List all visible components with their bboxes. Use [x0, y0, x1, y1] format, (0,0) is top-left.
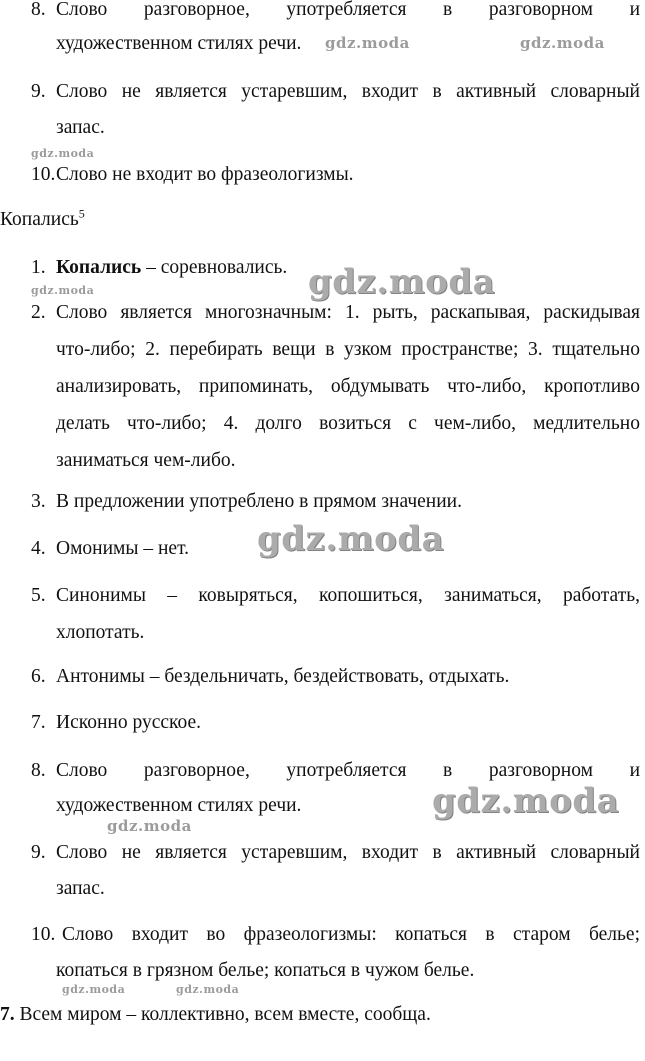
list-item-text: копаться в грязном белье; копаться в чужом белье.: [56, 960, 475, 981]
list-number: 9.: [31, 81, 46, 102]
list-item-text: Антонимы – бездельничать, бездействовать, отдыхать.: [56, 666, 510, 687]
list-item-text: Слово не входит во фразеологизмы.: [56, 164, 354, 185]
list-item-text: запас.: [56, 117, 105, 138]
list-item-text: делать что-либо; 4. долго возиться с чем-либо, медлительно: [56, 413, 640, 434]
list-number: 8.: [31, 0, 46, 20]
list-number: 5.: [31, 585, 46, 606]
list-number: 3.: [31, 491, 46, 512]
watermark: gdz.moda: [107, 817, 192, 835]
list-item-text: заниматься чем-либо.: [56, 450, 236, 471]
heading-footnote: 5: [78, 206, 85, 221]
watermark: gdz.moda: [308, 262, 496, 302]
list-number: 10.: [31, 164, 56, 185]
watermark: gdz.moda: [31, 284, 95, 297]
list-item-text: хлопотать.: [56, 622, 145, 643]
list-item-text: В предложении употреблено в прямом значении.: [56, 491, 462, 512]
watermark: gdz.moda: [31, 147, 95, 160]
list-item-text: [56, 256, 287, 280]
list-number: 4.: [31, 538, 46, 559]
list-item-text: анализировать, припоминать, обдумывать что-либо, кропотливо: [56, 376, 640, 397]
list-item-text: художественном стилях речи.: [56, 33, 302, 54]
list-item-text: Слово разговорное, употребляется в разговорном и: [56, 760, 640, 781]
list-number: 9.: [31, 842, 46, 863]
list-item-text: Слово является многозначным: 1. рыть, раскапывая, раскидывая: [56, 302, 640, 323]
watermark: gdz.moda: [325, 34, 410, 52]
list-number: 7.: [31, 712, 46, 733]
watermark: gdz.moda: [432, 781, 620, 821]
list-item-text: запас.: [56, 878, 105, 899]
watermark: gdz.moda: [257, 519, 445, 559]
watermark: gdz.moda: [62, 983, 126, 996]
heading-word: Копались: [0, 209, 79, 230]
list-number: 1.: [31, 257, 46, 278]
list-item-text: Синонимы – ковыряться, копошиться, заниматься, работать,: [56, 585, 640, 606]
task-number: 7.: [0, 1004, 15, 1025]
list-number: 8.: [31, 760, 46, 781]
list-item-text: что-либо; 2. перебирать вещи в узком пространстве; 3. тщательно: [56, 339, 640, 360]
definition: – соревновались.: [141, 257, 288, 278]
list-number: 6.: [31, 666, 46, 687]
section-heading: [0, 208, 85, 232]
list-number: 2.: [31, 302, 46, 323]
list-item-text: художественном стилях речи.: [56, 795, 302, 816]
list-number: 10.: [31, 924, 56, 945]
watermark: gdz.moda: [176, 983, 240, 996]
list-item-text: Исконно русское.: [56, 712, 202, 733]
watermark: gdz.moda: [520, 34, 605, 52]
list-item-text: Омонимы – нет.: [56, 538, 190, 559]
list-item-text: Слово входит во фразеологизмы: копаться в старом белье;: [62, 924, 640, 945]
headword: Копались: [56, 257, 142, 278]
list-item-text: Слово разговорное, употребляется в разговорном и: [56, 0, 640, 20]
task-text: Всем миром – коллективно, всем вместе, сообща.: [14, 1004, 431, 1025]
list-item-text: Слово не является устаревшим, входит в активный словарный: [56, 81, 640, 102]
task-line: [0, 1003, 431, 1027]
list-item-text: Слово не является устаревшим, входит в активный словарный: [56, 842, 640, 863]
